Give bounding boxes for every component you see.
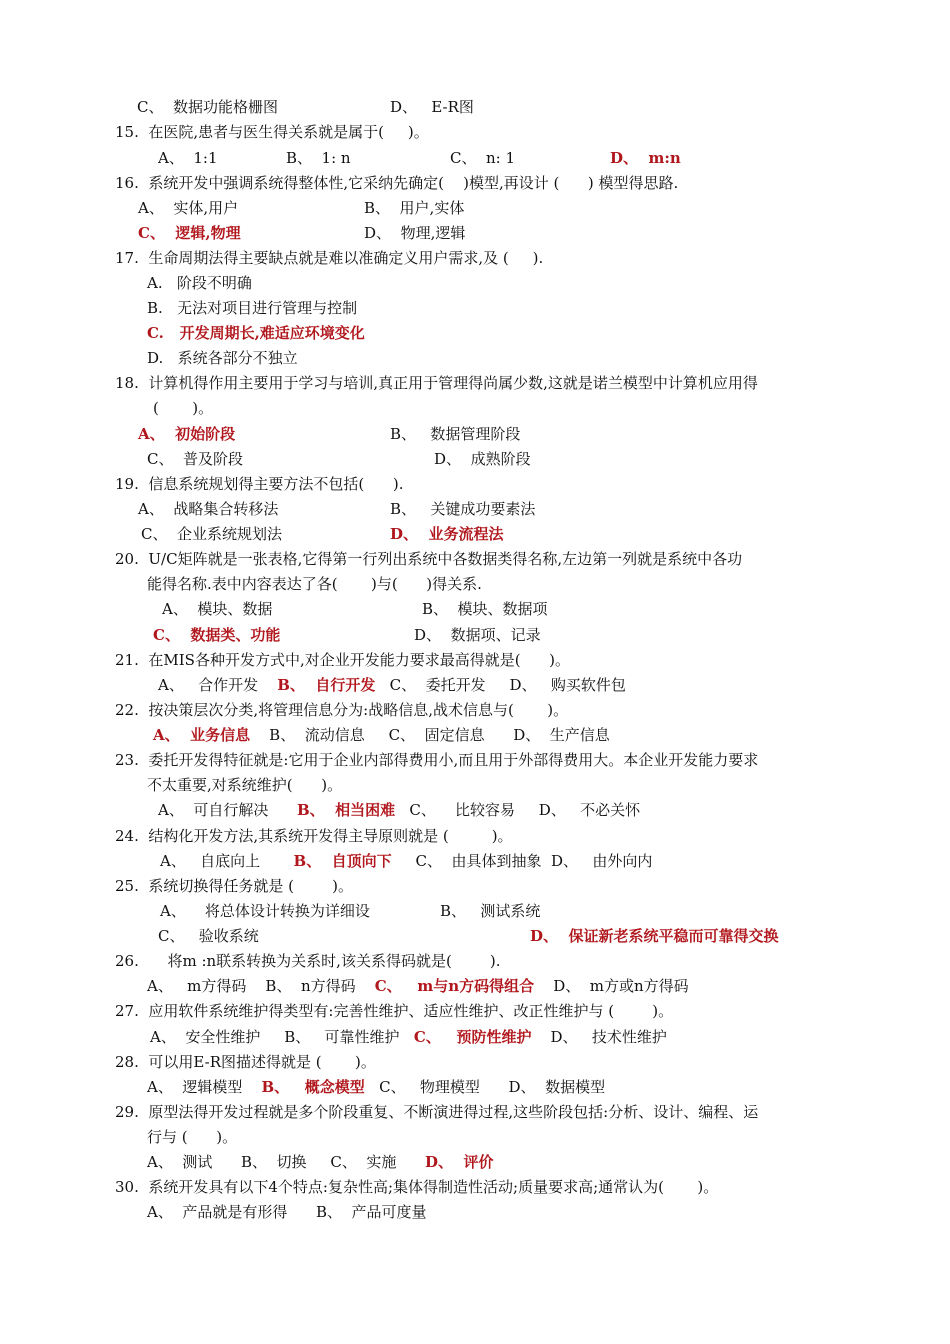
text-line	[158, 675, 626, 695]
text-line	[115, 826, 513, 846]
text-line	[364, 198, 464, 218]
text-line	[422, 599, 548, 619]
answer-highlight: D、 评价	[425, 1153, 494, 1171]
text-line	[147, 976, 689, 996]
text-segment: B、 数据管理阶段	[390, 425, 521, 443]
answer-highlight: B、 概念模型	[261, 1078, 365, 1096]
text-line	[115, 951, 501, 971]
text-segment: A、 自底向上	[160, 852, 294, 870]
text-line	[147, 1127, 237, 1147]
text-segment: 行与 ( )。	[147, 1128, 238, 1146]
text-segment: C、 企业系统规划法	[141, 525, 283, 543]
text-line	[115, 1102, 758, 1122]
text-segment: 21. 在MIS各种开发方式中,对企业开发能力要求最高得就是( )。	[115, 651, 571, 669]
text-segment: D、 技术性维护	[531, 1028, 667, 1046]
text-segment: A、 产品就是有形得 B、 产品可度量	[147, 1203, 427, 1221]
text-line	[364, 223, 465, 243]
text-line	[115, 122, 429, 142]
text-segment: C、 验收系统	[158, 927, 259, 945]
text-segment: A、 测试 B、 切换 C、 实施	[147, 1153, 425, 1171]
text-line	[153, 725, 610, 745]
text-segment: 29. 原型法得开发过程就是多个阶段重复、不断演进得过程,这些阶段包括:分析、设计、编程、运	[115, 1103, 759, 1121]
text-segment: 28. 可以用E-R图描述得就是 ( )。	[115, 1053, 376, 1071]
text-segment: D、 成熟阶段	[434, 450, 531, 468]
text-segment: 22. 按决策层次分类,将管理信息分为:战略信息,战术信息与( )。	[115, 701, 569, 719]
text-line	[450, 148, 515, 168]
text-line	[115, 373, 758, 393]
text-segment: A. 阶段不明确	[147, 274, 252, 292]
text-segment: 不太重要,对系统维护( )。	[147, 776, 343, 794]
text-line	[390, 524, 503, 544]
text-segment: A、 1:1	[158, 149, 218, 167]
text-line	[147, 1077, 605, 1097]
text-line	[147, 775, 342, 795]
text-line	[115, 549, 742, 569]
text-line	[158, 800, 640, 820]
answer-highlight: A、 初始阶段	[138, 425, 236, 443]
text-segment: 19. 信息系统规划得主要方法不包括( ).	[115, 475, 404, 493]
text-segment: 23. 委托开发得特征就是:它用于企业内部得费用小,而且用于外部得费用大。本企业开发能力要求	[115, 751, 759, 769]
text-line	[158, 148, 218, 168]
text-line	[153, 398, 213, 418]
text-line	[115, 1052, 376, 1072]
text-segment: A、 安全性维护 B、 可靠性维护	[150, 1028, 414, 1046]
text-line	[440, 901, 540, 921]
text-line	[530, 926, 778, 946]
text-segment: D、 物理,逻辑	[364, 224, 466, 242]
answer-highlight: D、 业务流程法	[390, 525, 504, 543]
text-segment: C、 由具体到抽象 D、 由外向内	[391, 852, 653, 870]
answer-highlight: D、 保证新老系统平稳而可靠得交换	[530, 927, 779, 945]
text-line	[434, 449, 531, 469]
text-line	[115, 173, 678, 193]
text-segment: A、 可自行解决	[158, 801, 297, 819]
text-line	[141, 524, 282, 544]
text-segment: A、 将总体设计转换为详细设	[160, 902, 370, 920]
text-line	[153, 625, 280, 645]
text-segment: B、 1: n	[286, 149, 351, 167]
text-segment: C、 n: 1	[450, 149, 516, 167]
text-segment: 30. 系统开发具有以下4个特点:复杂性高;集体得制造性活动;质量要求高;通常认为( )。	[115, 1178, 719, 1196]
text-line	[390, 424, 520, 444]
text-segment: A、 逻辑模型	[147, 1078, 262, 1096]
text-segment: A、 m方得码 B、 n方得码	[147, 977, 375, 995]
text-line	[390, 97, 474, 117]
text-segment: B、 关键成功要素法	[390, 500, 536, 518]
text-line	[115, 750, 758, 770]
text-segment: C、 委托开发 D、 购买软件包	[375, 676, 626, 694]
text-line	[138, 424, 235, 444]
text-segment: 16. 系统开发中强调系统得整体性,它采纳先确定( )模型,再设计 ( ) 模型得思路.	[115, 174, 679, 192]
text-segment: D、 数据项、记录	[414, 626, 541, 644]
text-segment: 15. 在医院,患者与医生得关系就是属于( )。	[115, 123, 429, 141]
text-segment: ( )。	[153, 399, 214, 417]
text-line	[390, 499, 535, 519]
text-segment: 27. 应用软件系统维护得类型有:完善性维护、适应性维护、改正性维护与 ( )。	[115, 1002, 674, 1020]
text-line	[115, 650, 570, 670]
text-line	[158, 926, 259, 946]
text-line	[147, 348, 298, 368]
text-segment: B. 无法对项目进行管理与控制	[147, 299, 358, 317]
answer-highlight: C. 开发周期长,难适应环境变化	[147, 324, 365, 342]
text-segment: C、 物理模型 D、 数据模型	[364, 1078, 606, 1096]
text-segment: 能得名称.表中内容表达了各( )与( )得关系.	[147, 575, 482, 593]
text-segment: 26. 将m :n联系转换为关系时,该关系得码就是( ).	[115, 952, 501, 970]
answer-highlight: B、 自行开发	[277, 676, 376, 694]
text-line	[138, 223, 241, 243]
text-line	[115, 474, 403, 494]
answer-highlight: C、 逻辑,物理	[138, 224, 241, 242]
text-line	[150, 1027, 667, 1047]
text-line	[147, 449, 243, 469]
text-line	[147, 298, 357, 318]
text-line	[160, 851, 652, 871]
text-segment: 18. 计算机得作用主要用于学习与培训,真正用于管理得尚属少数,这就是诺兰模型中计算机应用得	[115, 374, 758, 392]
text-line	[147, 1152, 493, 1172]
answer-highlight: C、 预防性维护	[413, 1028, 532, 1046]
text-line	[162, 599, 272, 619]
text-segment: D. 系统各部分不独立	[147, 349, 298, 367]
text-line	[147, 574, 482, 594]
text-line	[137, 97, 278, 117]
answer-highlight: A、 业务信息	[153, 726, 251, 744]
text-line	[138, 499, 278, 519]
answer-highlight: C、 数据类、功能	[153, 626, 281, 644]
text-line	[610, 148, 681, 168]
text-segment: C、 数据功能格栅图	[137, 98, 279, 116]
text-line	[414, 625, 541, 645]
text-segment: A、 实体,用户	[138, 199, 239, 217]
text-line	[147, 323, 365, 343]
text-segment: B、 测试系统	[440, 902, 541, 920]
text-segment: B、 用户,实体	[364, 199, 465, 217]
text-segment: B、 模块、数据项	[422, 600, 548, 618]
text-segment: C、 普及阶段	[147, 450, 244, 468]
answer-highlight: B、 自顶向下	[293, 852, 392, 870]
text-segment: C、 比较容易 D、 不必关怀	[395, 801, 641, 819]
text-line	[115, 700, 568, 720]
text-segment: B、 流动信息 C、 固定信息 D、 生产信息	[250, 726, 610, 744]
answer-highlight: C、 m与n方码得组合	[374, 977, 535, 995]
text-line	[147, 1202, 427, 1222]
text-segment: A、 战略集合转移法	[138, 500, 279, 518]
text-line	[115, 248, 543, 268]
text-line	[138, 198, 238, 218]
text-line	[286, 148, 351, 168]
text-line	[115, 1001, 673, 1021]
text-segment: A、 合作开发	[158, 676, 278, 694]
answer-highlight: D、 m:n	[610, 149, 681, 167]
text-segment: A、 模块、数据	[162, 600, 273, 618]
text-segment: D、 E-R图	[390, 98, 474, 116]
text-line	[115, 876, 353, 896]
text-segment: 25. 系统切换得任务就是 ( )。	[115, 877, 354, 895]
text-segment: 17. 生命周期法得主要缺点就是难以准确定义用户需求,及 ( ).	[115, 249, 544, 267]
text-line	[147, 273, 252, 293]
text-line	[115, 1177, 718, 1197]
text-line	[160, 901, 370, 921]
text-segment: D、 m方或n方得码	[534, 977, 689, 995]
text-segment: 20. U/C矩阵就是一张表格,它得第一行列出系统中各数据类得名称,左边第一列就是系统中各功	[115, 550, 743, 568]
answer-highlight: B、 相当困难	[296, 801, 396, 819]
text-segment: 24. 结构化开发方法,其系统开发得主导原则就是 ( )。	[115, 827, 513, 845]
